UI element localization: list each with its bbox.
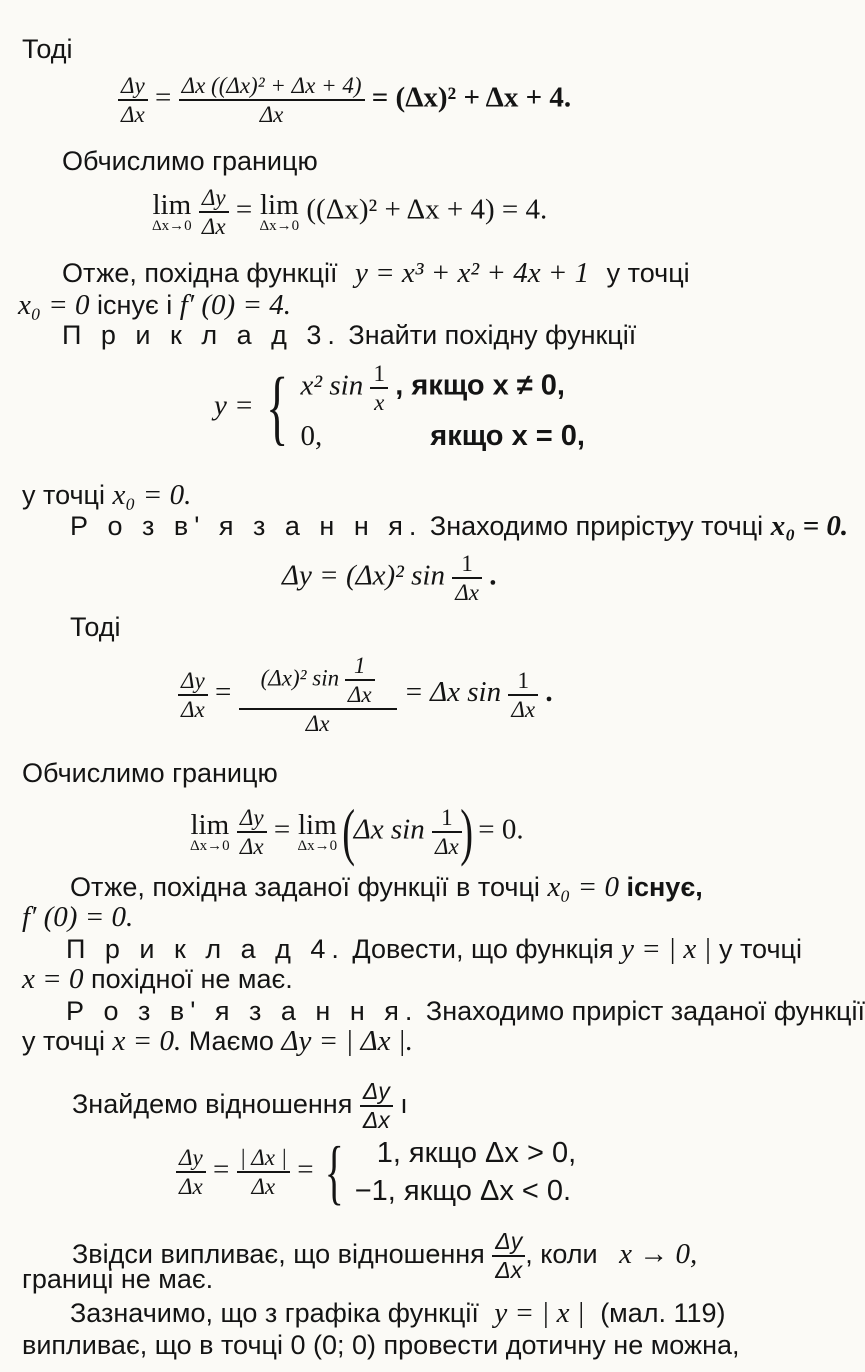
text-line: x₀ = 0 існує і f′ (0) = 4. (18, 289, 292, 321)
text-line: Отже, похідна заданої функції в точці x₀ = 0 існує, (70, 871, 703, 903)
equation-increment: Δy = (Δx)² sin $\frac{1}{\Delta x}$ . (282, 551, 497, 605)
text-line: x = 0 похідної не має. (22, 963, 293, 995)
text-line: Отже, похідна функції y = x³ + x² + 4x + 1 у точці (62, 257, 690, 289)
fraction: $\frac{\Delta y}{\Delta x}$ (118, 72, 148, 128)
text-line: Тоді (70, 612, 121, 642)
piecewise-function: y = { x² sin $\frac{1}{x}$ , якщо x ≠ 0, 0, якщо x = 0, (214, 361, 585, 454)
fraction: $\frac{\text{Δx ((Δx)² + Δx + 4)}}{\Delta x}$ (179, 72, 365, 128)
text-line: у точці x₀ = 0. (22, 479, 192, 511)
solution-heading: Р о з в' я з а н н я. Знаходимо прирістyу точці x₀ = 0. (70, 510, 849, 542)
equation-limit-1: lim Δx→0 $\frac{\Delta y}{\Delta x}$ = lim Δx→0 ((Δx)² + Δx + 4) = 4. (152, 185, 548, 239)
text-line: границі не має. (22, 1264, 214, 1294)
equation-ratio-1: $\frac{\Delta y}{\Delta x}$ = $\frac{\text{Δx ((Δx)² + Δx + 4)}}{\Delta x}$ = (Δx)² + Δx + 4. (118, 72, 571, 128)
text-line: Обчислимо границю (62, 146, 318, 176)
example-heading: П р и к л а д 4. Довести, що функція y = | x | у точці (66, 933, 802, 965)
text-line: випливає, що в точці 0 (0; 0) провести дотичну не можна, (22, 1330, 740, 1360)
text-line: f′ (0) = 0. (22, 901, 134, 933)
text-line: Зазначимо, що з графіка функції y = | x | (мал. 119) (70, 1297, 726, 1329)
text-line: Звідси випливає, що відношення $\frac{\Delta y}{\Delta x}$ , коли x → 0, (72, 1228, 698, 1283)
equation-abs-ratio: $\frac{\Delta y}{\Delta x}$ = $\frac{| \Delta x |}{\Delta x}$ = { 1, якщо Δx > 0, −1, якщо Δx < 0. (176, 1134, 576, 1210)
text-line: Тоді (22, 34, 73, 64)
text-line: у точці x = 0. Маємо Δy = | Δx |. (22, 1025, 414, 1057)
solution-heading: Р о з в' я з а н н я. Знаходимо приріст заданої функції (66, 996, 865, 1026)
text-line: Обчислимо границю (22, 758, 278, 788)
equation-limit-2: lim Δx→0 $\frac{\Delta y}{\Delta x}$ = lim Δx→0 (Δx sin $\frac{1}{\Delta x}$ ) = 0. (190, 796, 524, 867)
text-line: Знайдемо відношення $\frac{\Delta y}{\Delta x}$ ı (72, 1078, 408, 1133)
equation-ratio-2: $\frac{\Delta y}{\Delta x}$ = (Δx)² sin $\frac{1}{\Delta x}$ Δx = Δx sin $\frac{1}{\Delta x}$ . (178, 652, 553, 737)
example-heading: П р и к л а д 3. Знайти похідну функції (62, 320, 637, 350)
